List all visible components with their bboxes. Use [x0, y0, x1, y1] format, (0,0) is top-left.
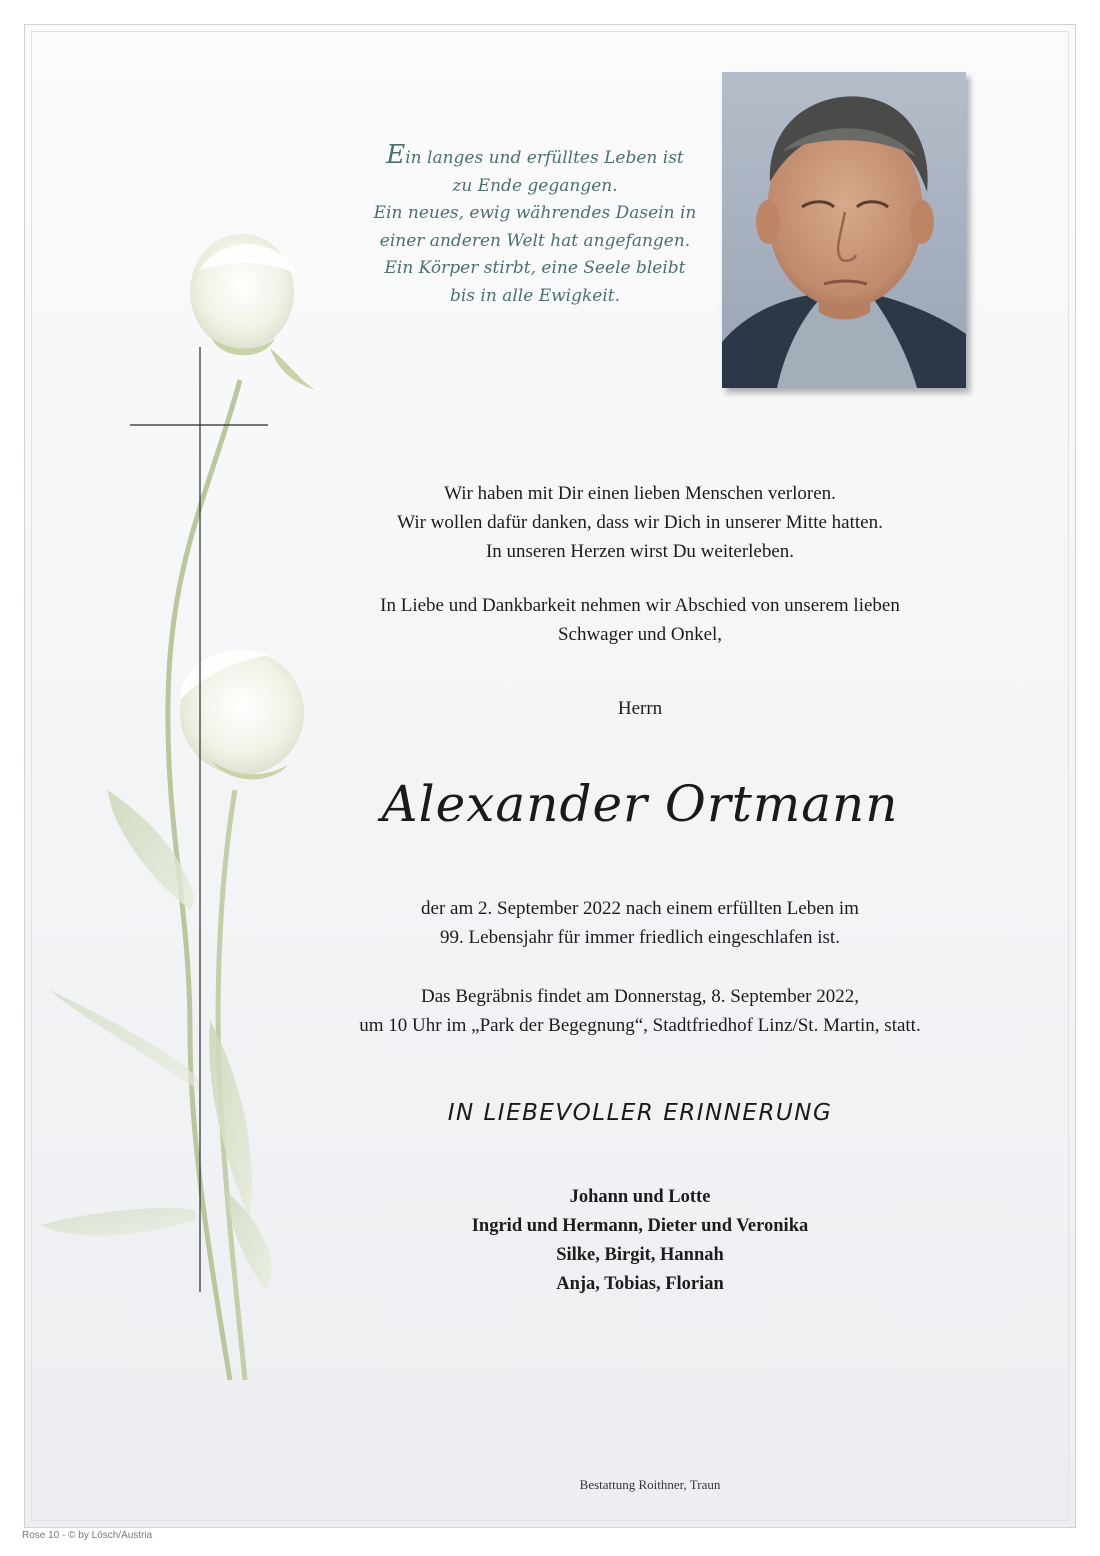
farewell-text: In Liebe und Dankbarkeit nehmen wir Abschied von unserem lieben Schwager und Onkel, — [380, 595, 900, 645]
portrait-photo — [722, 72, 966, 388]
quote-line-5: Ein Körper stirbt, eine Seele bleibt — [384, 258, 686, 278]
mourner-line: Silke, Birgit, Hannah — [556, 1245, 724, 1265]
mourner-line: Johann und Lotte — [569, 1187, 711, 1207]
intro-text: Wir haben mit Dir einen lieben Menschen verloren. Wir wollen dafür danken, dass wir Dich in unserer Mitte hatten. In unseren Herzen wirst Du weiterleben. — [397, 483, 883, 562]
memorial-quote — [330, 142, 740, 310]
funeral-details: Das Begräbnis findet am Donnerstag, 8. September 2022, um 10 Uhr im „Park der Begegnung“, Stadtfriedhof Linz/St. Martin, statt. — [359, 986, 921, 1036]
cross-icon — [130, 347, 270, 1292]
undertaker-credit: Bestattung Roithner, Traun — [579, 1477, 721, 1492]
quote-line-4: einer anderen Welt hat angefangen. — [379, 230, 691, 251]
quote-line-3: Ein neues, ewig währendes Dasein in — [373, 203, 697, 223]
death-notice: der am 2. September 2022 nach einem erfüllten Leben im 99. Lebensjahr für immer friedlich eingeschlafen ist. — [421, 898, 859, 948]
memory-heading: IN LIEBEVOLLER ERINNERUNG — [447, 1100, 833, 1126]
quote-line-1: Ein langes und erfülltes Leben ist — [386, 140, 684, 170]
mourner-line: Anja, Tobias, Florian — [556, 1274, 724, 1294]
print-imprint: Rose 10 - © by Lösch/Austria — [22, 1530, 153, 1541]
mourner-line: Ingrid und Hermann, Dieter und Veronika — [471, 1216, 809, 1236]
quote-line-2: zu Ende gegangen. — [452, 175, 618, 196]
salutation: Herrn — [617, 698, 663, 719]
quote-line-6: bis in alle Ewigkeit. — [449, 285, 621, 306]
mourners-list — [300, 1183, 980, 1299]
deceased-name: Alexander Ortmann — [381, 775, 899, 833]
